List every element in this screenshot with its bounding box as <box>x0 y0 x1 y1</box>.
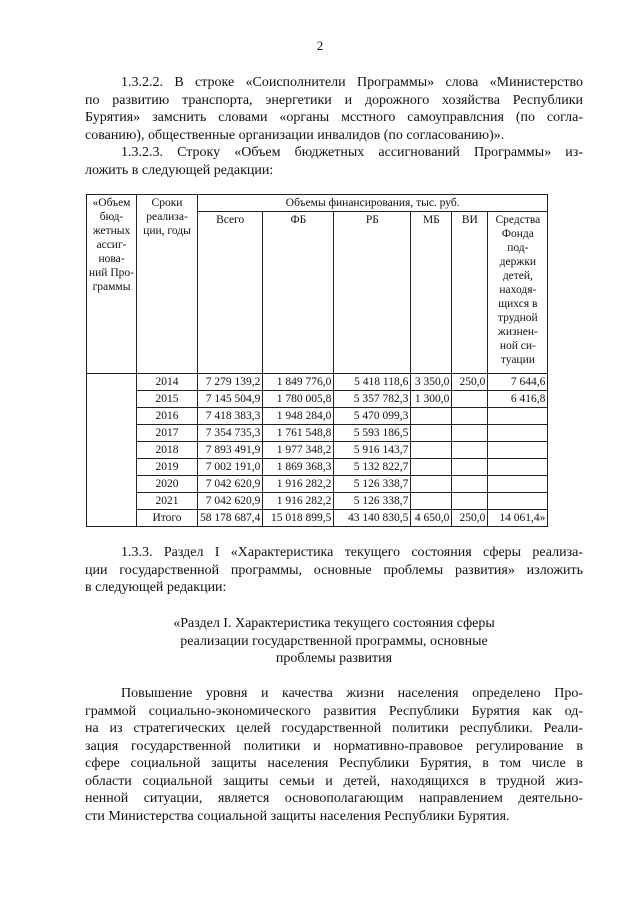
vi-cell <box>452 408 488 425</box>
vi-cell <box>452 442 488 459</box>
total-cell: 7 042 620,9 <box>198 476 263 493</box>
fund-cell <box>488 408 548 425</box>
fund-cell <box>488 493 548 510</box>
total-cell: 7 042 620,9 <box>198 493 263 510</box>
vi-cell <box>452 476 488 493</box>
fund-cell <box>488 442 548 459</box>
empty-volume-cell <box>87 374 137 527</box>
funding-table <box>86 194 548 527</box>
year-cell: 2018 <box>137 442 198 459</box>
text-line: зация государственной политики и нормативно-правовое регулирование в <box>85 738 583 754</box>
heading-line: проблемы развития <box>275 651 393 666</box>
table-row <box>87 408 548 425</box>
paragraph-1-3-2-2 <box>85 74 583 144</box>
rb-cell: 5 418 118,6 <box>334 374 411 391</box>
fund-cell: 7 644,6 <box>488 374 548 391</box>
rb-cell: 5 126 338,7 <box>334 493 411 510</box>
table-row <box>87 476 548 493</box>
fb-cell: 15 018 899,5 <box>263 510 334 527</box>
text-line: ложить в следующей редакции: <box>85 162 274 178</box>
mb-cell <box>411 476 452 493</box>
text-line: 1.3.2.2. В строке «Соисполнители Программы» слова «Министерство <box>121 75 583 90</box>
total-cell: 7 279 139,2 <box>198 374 263 391</box>
text-line: в следующей редакции: <box>85 580 227 595</box>
header-volume: «Объем бюд- жетных ассиг- нова- ний Про- граммы <box>87 195 137 374</box>
text-line: области социальной защиты семьи и детей, находящихся в трудной жиз- <box>85 773 583 789</box>
funding-table-body <box>87 374 548 527</box>
table-row <box>87 425 548 442</box>
header-total: Всего <box>198 212 263 374</box>
table-row <box>87 510 548 527</box>
total-cell: 7 354 735,3 <box>198 425 263 442</box>
text-line: граммой социально-экономического развития Республики Бурятия как од- <box>85 703 583 719</box>
vi-cell <box>452 493 488 510</box>
fb-cell: 1 780 005,8 <box>263 391 334 408</box>
header-mb: МБ <box>411 212 452 374</box>
header-rb: РБ <box>334 212 411 374</box>
rb-cell: 5 470 099,3 <box>334 408 411 425</box>
total-cell: 58 178 687,4 <box>198 510 263 527</box>
mb-cell <box>411 408 452 425</box>
fb-cell: 1 948 284,0 <box>263 408 334 425</box>
year-cell: 2015 <box>137 391 198 408</box>
vi-cell <box>452 425 488 442</box>
mb-cell <box>411 493 452 510</box>
year-cell: 2020 <box>137 476 198 493</box>
table-row <box>87 442 548 459</box>
mb-cell <box>411 425 452 442</box>
total-cell: 7 893 491,9 <box>198 442 263 459</box>
text-line: на из стратегических целей государственной политики республики. Реали- <box>85 721 583 736</box>
paragraph-1-3-3 <box>85 544 583 597</box>
text-line: 1.3.3. Раздел I «Характеристика текущего состояния сферы реализа- <box>121 545 583 560</box>
rb-cell: 5 916 143,7 <box>334 442 411 459</box>
rb-cell: 5 126 338,7 <box>334 476 411 493</box>
total-cell: 7 418 383,3 <box>198 408 263 425</box>
vi-cell: 250,0 <box>452 374 488 391</box>
text-line: по развитию транспорта, энергетики и дорожного хозяйства Республики <box>85 92 583 108</box>
vi-cell <box>452 459 488 476</box>
table-row <box>87 459 548 476</box>
fund-cell: 6 416,8 <box>488 391 548 408</box>
text-line: 1.3.2.3. Строку «Объем бюджетных ассигнований Программы» из- <box>121 145 583 160</box>
fb-cell: 1 849 776,0 <box>263 374 334 391</box>
section-heading <box>85 615 583 668</box>
fb-cell: 1 869 368,3 <box>263 459 334 476</box>
text-line: Повышение уровня и качества жизни населения определено Про- <box>121 686 583 701</box>
text-line: сованию), общественные организации инвалидов (по согласованию)». <box>85 127 505 143</box>
table-row <box>87 391 548 408</box>
header-vi: ВИ <box>452 212 488 374</box>
mb-cell <box>411 442 452 459</box>
header-fund: Средства Фонда под- держки детей, находя- щихся в трудной жизнен- ной си- туации <box>488 212 548 374</box>
rb-cell: 5 593 186,5 <box>334 425 411 442</box>
header-fb: ФБ <box>263 212 334 374</box>
table-row <box>87 374 548 391</box>
fund-cell <box>488 459 548 476</box>
vi-cell: 250,0 <box>452 510 488 527</box>
total-cell: 7 002 191,0 <box>198 459 263 476</box>
year-cell: 2016 <box>137 408 198 425</box>
text-line: сти Министерства социальной защиты населения Республики Бурятия. <box>85 808 510 824</box>
text-line: ции государственной программы, основные проблемы развития» изложить <box>85 562 583 578</box>
page-number: 2 <box>316 38 324 53</box>
fb-cell: 1 977 348,2 <box>263 442 334 459</box>
rb-cell: 5 357 782,3 <box>334 391 411 408</box>
paragraph-1-3-2-3 <box>85 144 583 179</box>
mb-cell: 4 650,0 <box>411 510 452 527</box>
text-line: Бурятия» замснить словами «органы мсстного самоуправлсния (по согла- <box>85 110 583 125</box>
total-cell: 7 145 504,9 <box>198 391 263 408</box>
text-line: сфере социальной защиты населения Республики Бурятия, в том числе в <box>85 756 583 771</box>
year-cell: 2014 <box>137 374 198 391</box>
mb-cell: 3 350,0 <box>411 374 452 391</box>
year-cell: Итого <box>137 510 198 527</box>
heading-line: «Раздел I. Характеристика текущего состояния сферы <box>173 616 495 631</box>
fb-cell: 1 916 282,2 <box>263 476 334 493</box>
fb-cell: 1 916 282,2 <box>263 493 334 510</box>
fb-cell: 1 761 548,8 <box>263 425 334 442</box>
header-terms: Сроки реализа- ции, годы <box>137 195 198 374</box>
paragraph-body <box>85 685 583 825</box>
year-cell: 2017 <box>137 425 198 442</box>
table-row <box>87 493 548 510</box>
rb-cell: 43 140 830,5 <box>334 510 411 527</box>
heading-line: реализации государственной программы, основные <box>180 633 488 649</box>
mb-cell: 1 300,0 <box>411 391 452 408</box>
rb-cell: 5 132 822,7 <box>334 459 411 476</box>
fund-cell: 14 061,4» <box>488 510 548 527</box>
vi-cell <box>452 391 488 408</box>
header-financing: Объемы финансирования, тыс. руб. <box>198 195 548 212</box>
fund-cell <box>488 476 548 493</box>
text-line: ненной ситуации, является основополагающим направлением деятельно- <box>85 791 583 806</box>
fund-cell <box>488 425 548 442</box>
mb-cell <box>411 459 452 476</box>
year-cell: 2021 <box>137 493 198 510</box>
year-cell: 2019 <box>137 459 198 476</box>
